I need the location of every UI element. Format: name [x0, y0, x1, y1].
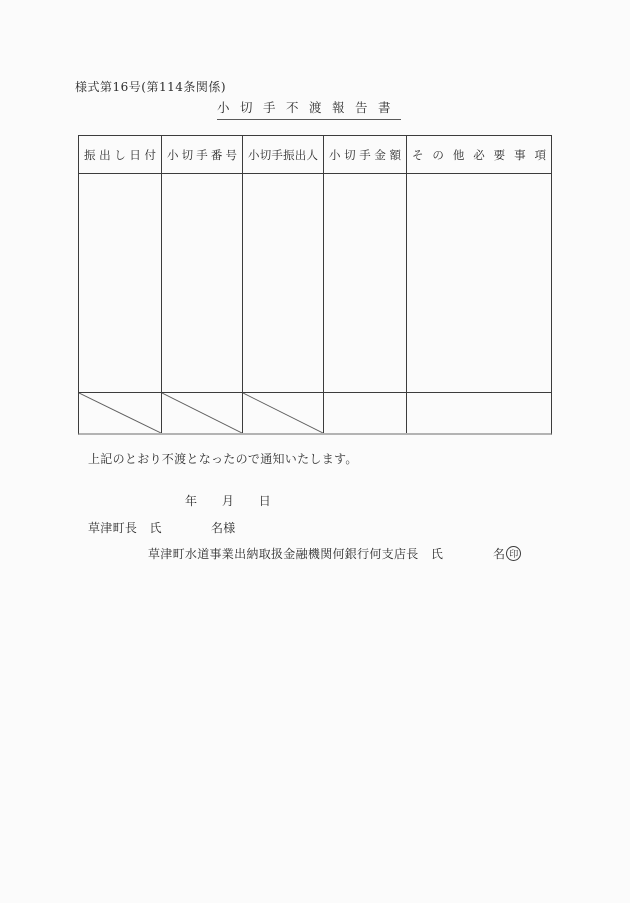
header-label: 小切手振出人 — [248, 147, 318, 162]
table-cell-issue-date — [79, 174, 162, 393]
header-label: その他必要事項 — [412, 147, 546, 162]
header-label: 小切手金額 — [329, 147, 401, 162]
header-label: 振出し日付 — [84, 147, 156, 162]
table-header-issue-date — [79, 136, 162, 174]
form-number-label: 様式第16号(第114条関係) — [75, 80, 227, 94]
sender-line: 草津町水道事業出納取扱金融機関何銀行何支店長 氏 — [148, 547, 444, 561]
table-cell-other-items — [407, 174, 551, 393]
table-header-check-drawer — [243, 136, 324, 174]
table-cell-check-number — [162, 174, 243, 393]
table-footer-cell-diagonal — [79, 393, 162, 433]
table-footer-cell-diagonal — [162, 393, 243, 433]
table-cell-check-drawer — [243, 174, 324, 393]
table-cell-check-amount — [324, 174, 407, 393]
header-label: 小切手番号 — [167, 147, 237, 162]
diagonal-strike-line — [162, 393, 242, 433]
table-header-other-items — [407, 136, 551, 174]
date-line: 年 月 日 — [185, 494, 272, 508]
table-header-check-amount — [324, 136, 407, 174]
addressee-line: 草津町長 氏 名様 — [88, 521, 236, 535]
seal-char: 印 — [509, 550, 519, 560]
seal-prefix-label: 名 — [493, 547, 506, 561]
table-footer-cell-diagonal — [243, 393, 324, 433]
document-title: 小切手不渡報告書 — [217, 98, 401, 120]
document-title-row — [0, 97, 618, 120]
report-table — [78, 135, 552, 435]
seal-stamp-icon — [506, 546, 521, 561]
seal-name-group — [493, 545, 521, 562]
table-footer-cell-other — [407, 393, 551, 433]
table-footer-cell-amount — [324, 393, 407, 433]
table-header-check-number — [162, 136, 243, 174]
notice-text: 上記のとおり不渡となったので通知いたします。 — [88, 452, 358, 466]
diagonal-strike-line — [79, 393, 161, 433]
diagonal-strike-line — [243, 393, 323, 433]
